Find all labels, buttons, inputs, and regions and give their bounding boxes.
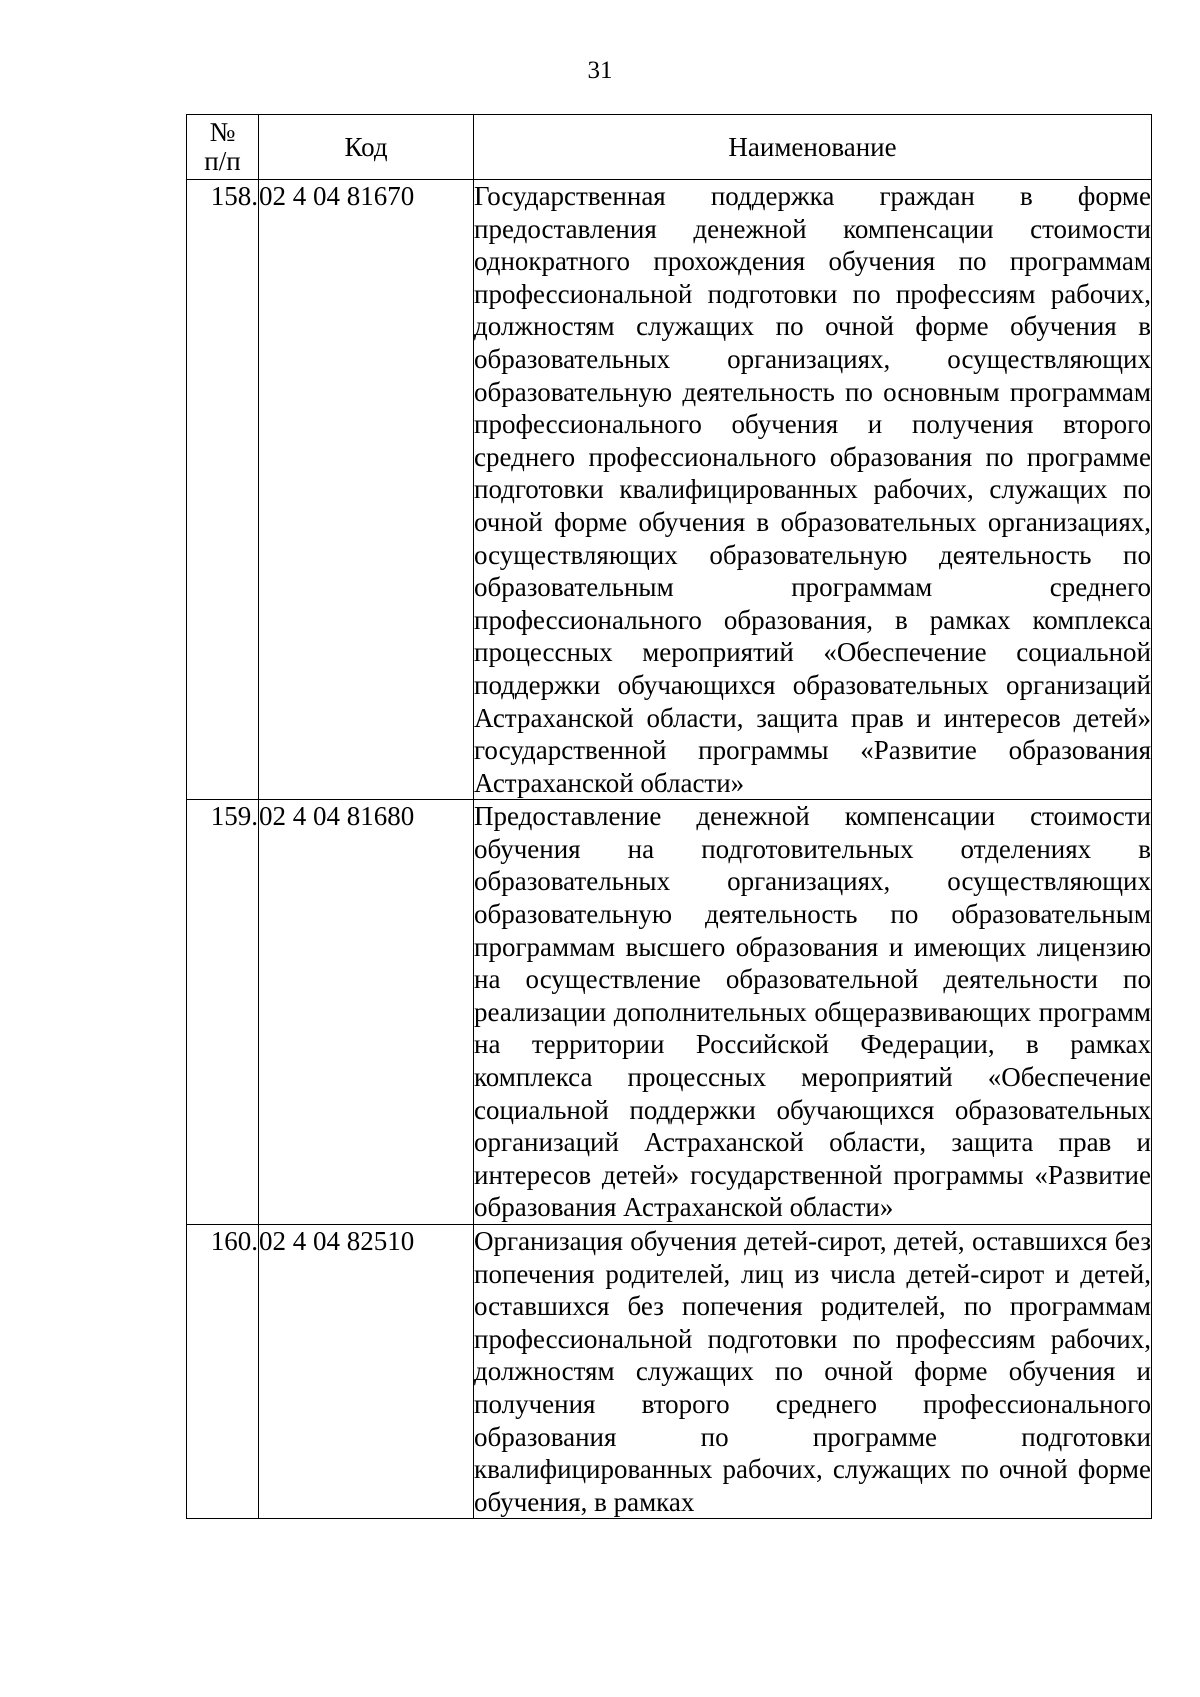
header-number [187, 115, 259, 180]
budget-classification-table [186, 114, 1152, 1519]
row-name: Организация обучения детей-сирот, детей, оставшихся без попечения родителей, лиц из числа детей-сирот и детей, оставшихся без попечения родителей, по программам профессиональной подготовки по профессиям рабочих, должностям служащих по очной форме обучения и получения второго среднего профессионального образования по программе подготовки квалифицированных рабочих, служащих по очной форме обучения, в рамках [474, 1225, 1152, 1519]
row-code: 02 4 04 81670 [259, 180, 474, 800]
header-number-line1: № [209, 117, 236, 147]
header-number-line2: п/п [204, 146, 241, 176]
row-code: 02 4 04 82510 [259, 1225, 474, 1519]
header-name: Наименование [474, 115, 1152, 180]
table-row [187, 800, 1152, 1225]
row-number: 158. [187, 180, 259, 800]
row-name: Предоставление денежной компенсации стоимости обучения на подготовительных отделениях в образовательных организациях, осуществляющих образовательную деятельность по образовательным программам высшего образования и имеющих лицензию на осуществление образовательной деятельности по реализации дополнительных общеразвивающих программ на территории Российской Федерации, в рамках комплекса процессных мероприятий «Обеспечение социальной поддержки обучающихся образовательных организаций Астраханской области, защита прав и интересов детей» государственной программы «Развитие образования Астраханской области» [474, 800, 1152, 1225]
table-header-row [187, 115, 1152, 180]
row-number: 160. [187, 1225, 259, 1519]
table-row [187, 1225, 1152, 1519]
row-name: Государственная поддержка граждан в форме предоставления денежной компенсации стоимости однократного прохождения обучения по программам профессиональной подготовки по профессиям рабочих, должностям служащих по очной форме обучения в образовательных организациях, осуществляющих образовательную деятельность по основным программам профессионального обучения и получения второго среднего профессионального образования по программе подготовки квалифицированных рабочих, служащих по очной форме обучения в образовательных организациях, осуществляющих образовательную деятельность по образовательным программам среднего профессионального образования, в рамках комплекса процессных мероприятий «Обеспечение социальной поддержки обучающихся образовательных организаций Астраханской области, защита прав и интересов детей» государственной программы «Развитие образования Астраханской области» [474, 180, 1152, 800]
table-row [187, 180, 1152, 800]
page-number: 31 [587, 57, 613, 84]
row-code: 02 4 04 81680 [259, 800, 474, 1225]
header-code: Код [259, 115, 474, 180]
row-number: 159. [187, 800, 259, 1225]
